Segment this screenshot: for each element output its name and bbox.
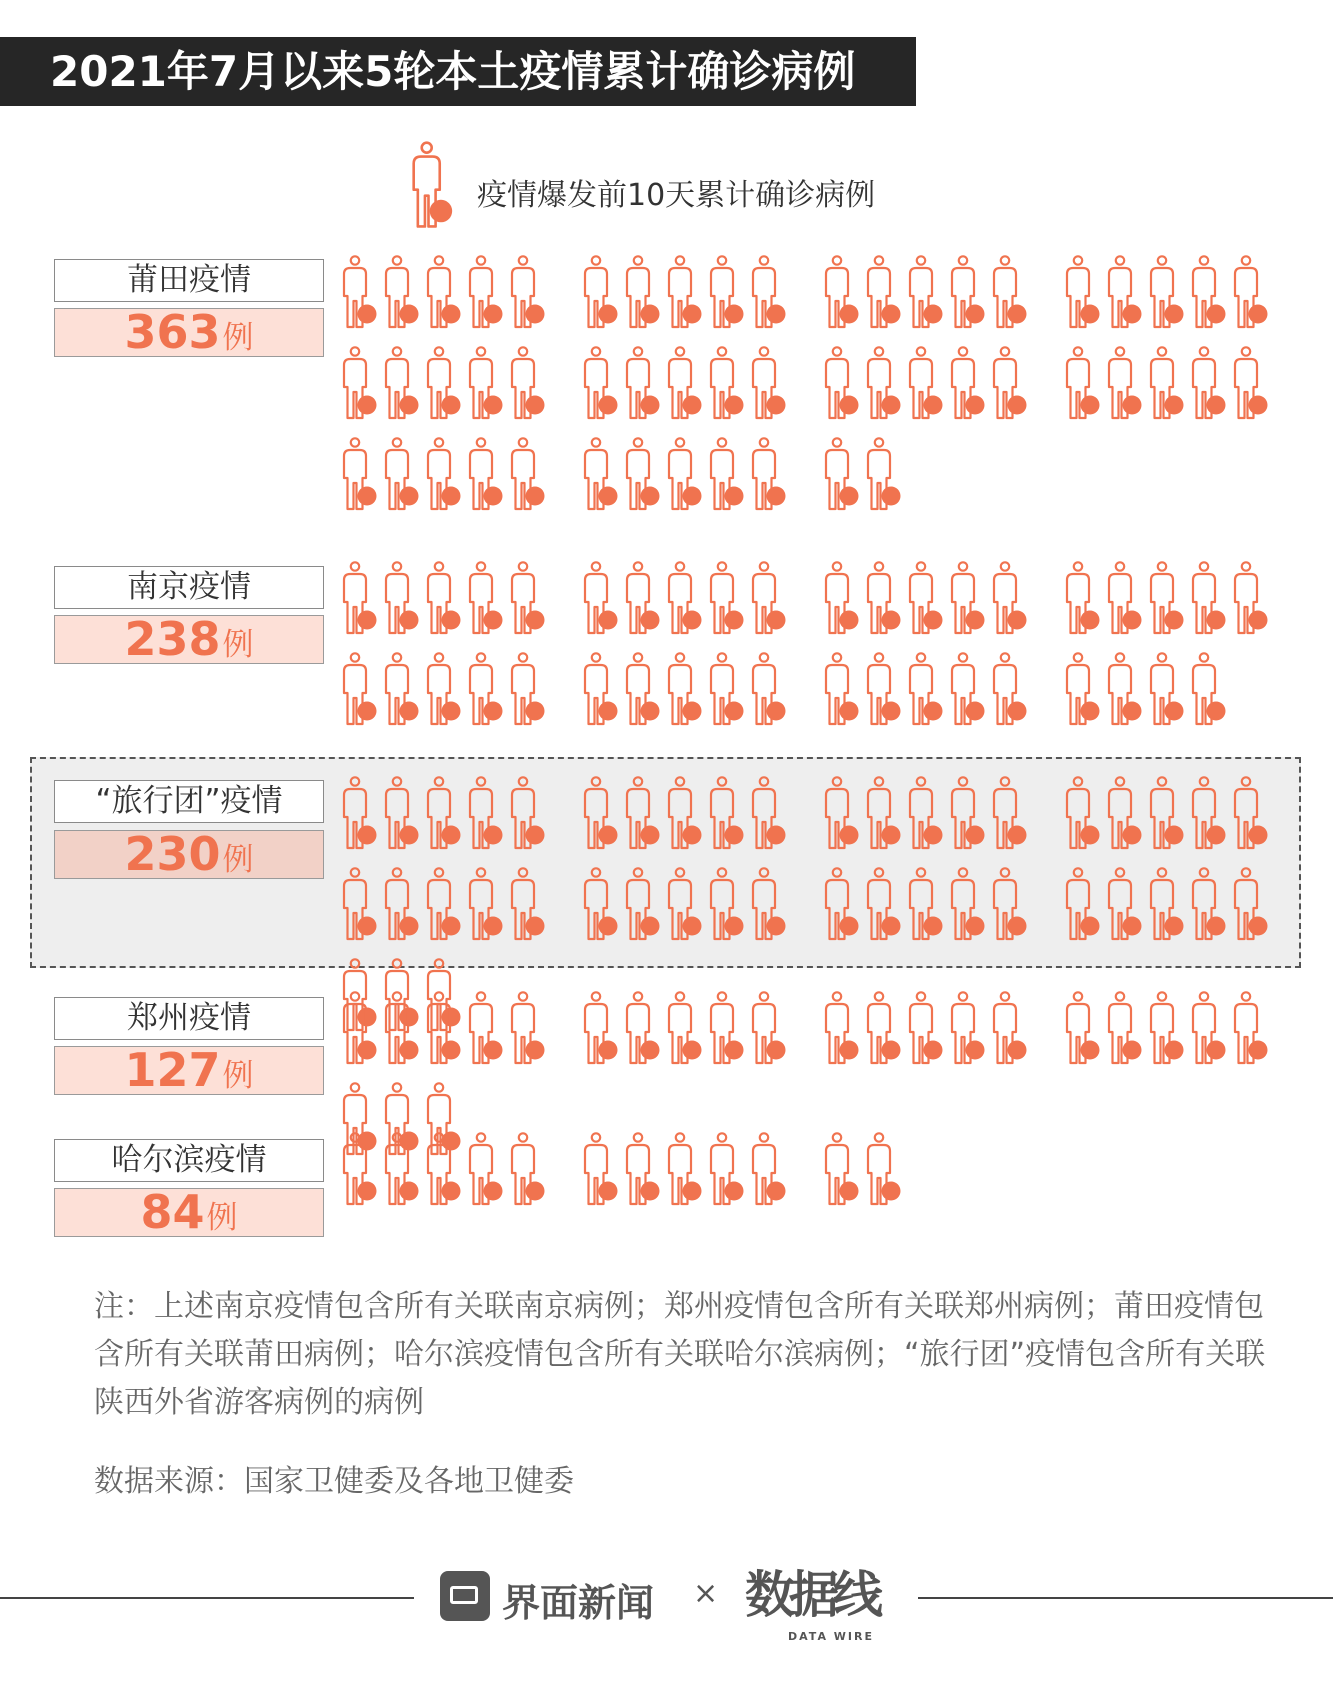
person-icon [344,653,377,724]
row-putian-label: 莆田疫情 [54,259,324,302]
person-icon [753,777,786,848]
person-icon [669,438,702,509]
person-icon [470,562,503,633]
footnote: 注：上述南京疫情包含所有关联南京病例；郑州疫情包含所有关联郑州病例；莆田疫情包含所有关联莆田病例；哈尔滨疫情包含所有关联哈尔滨病例；“旅行团”疫情包含所有关联陕西外省游客病例的病例 [94,1289,1266,1420]
person-icon [470,992,503,1063]
person-icon [585,777,618,848]
person-icon [627,992,660,1063]
person-icon [512,562,545,633]
row-tour-group-label: “旅行团”疫情 [54,780,324,823]
person-icon [669,653,702,724]
person-icon [428,959,461,1030]
person-icon [1193,868,1226,939]
row-harbin-label: 哈尔滨疫情 [54,1139,324,1182]
person-icon [1193,653,1226,724]
person-icon [910,347,943,418]
person-icon [627,562,660,633]
person-icon [428,347,461,418]
person-icon [669,777,702,848]
person-icon [428,653,461,724]
datawire-subtitle: DATA WIRE [788,1630,874,1643]
person-icon [1151,562,1184,633]
person-icon [585,562,618,633]
person-icon [512,868,545,939]
row-nanjing-label: 南京疫情 [54,566,324,609]
person-icon [512,347,545,418]
person-icon [994,868,1027,939]
person-icon [470,347,503,418]
person-icon [826,777,859,848]
person-icon [344,562,377,633]
person-icon [428,256,461,327]
person-icon [952,256,985,327]
person-icon [910,562,943,633]
person-icon [669,347,702,418]
person-icon [1109,562,1142,633]
person-icon [826,438,859,509]
person-icon [428,868,461,939]
person-icon [711,1133,744,1204]
footer-divider-left [0,1597,414,1599]
person-icon [994,562,1027,633]
chart-title: 2021年7月以来5轮本土疫情累计确诊病例 [50,47,856,96]
person-icon [753,1133,786,1204]
count-unit: 例 [222,842,254,878]
person-icon [386,562,419,633]
person-icon [711,868,744,939]
person-icon [1109,256,1142,327]
person-icon [627,777,660,848]
person-icon [753,653,786,724]
person-icon [470,868,503,939]
person-icon [1235,256,1268,327]
person-icon [1067,256,1100,327]
person-icon [868,562,901,633]
person-icon [1151,868,1184,939]
person-icon [386,438,419,509]
count-value: 230 [124,827,221,881]
person-icon [826,562,859,633]
person-icon [1067,562,1100,633]
person-icon [711,347,744,418]
person-icon [585,347,618,418]
person-icon [470,256,503,327]
row-zhengzhou-label: 郑州疫情 [54,997,324,1040]
person-icon [711,992,744,1063]
person-icon [428,777,461,848]
person-icon [627,868,660,939]
person-icon [1109,992,1142,1063]
person-icon [868,868,901,939]
person-icon [344,347,377,418]
person-icon [711,562,744,633]
person-icon [627,438,660,509]
person-icon [1109,653,1142,724]
person-icon [753,868,786,939]
person-icon [386,777,419,848]
person-icon [386,1083,419,1154]
person-icon [470,777,503,848]
count-value: 127 [124,1043,221,1097]
person-icon [669,256,702,327]
person-icon [1193,777,1226,848]
person-icon [512,992,545,1063]
person-icon [344,777,377,848]
person-icon [868,992,901,1063]
person-icon [826,992,859,1063]
legend-label: 疫情爆发前10天累计确诊病例 [477,178,876,213]
count-value: 84 [140,1185,205,1239]
person-icon [386,653,419,724]
person-icon [868,256,901,327]
person-icon [826,347,859,418]
person-icon [585,653,618,724]
person-icon [868,653,901,724]
person-icon [669,868,702,939]
person-icon [868,777,901,848]
person-icon [1151,256,1184,327]
person-icon [512,777,545,848]
person-icon [826,1133,859,1204]
person-icon [952,347,985,418]
person-icon [753,347,786,418]
person-icon [826,868,859,939]
person-icon [1067,653,1100,724]
person-icon [344,256,377,327]
person-icon [753,256,786,327]
person-icon [753,992,786,1063]
count-unit: 例 [206,1200,238,1236]
person-icon [386,347,419,418]
person-icon [428,562,461,633]
person-icon [1067,868,1100,939]
person-icon [753,562,786,633]
person-icon [1235,562,1268,633]
person-icon [1235,777,1268,848]
person-icon [386,959,419,1030]
jiemian-logo-icon [440,1571,490,1621]
person-icon [386,868,419,939]
person-icon [585,256,618,327]
person-icon [512,653,545,724]
person-icon [826,653,859,724]
person-icon [627,653,660,724]
person-icon [470,653,503,724]
person-icon [585,1133,618,1204]
person-icon [910,992,943,1063]
person-icon [428,992,461,1063]
person-icon [512,438,545,509]
person-icon [1067,992,1100,1063]
person-icon [910,868,943,939]
person-icon [669,1133,702,1204]
person-icon [627,256,660,327]
person-icon [1109,347,1142,418]
count-unit: 例 [222,1058,254,1094]
count-value: 238 [124,612,221,666]
person-icon [470,438,503,509]
count-unit: 例 [222,627,254,663]
person-icon [910,653,943,724]
person-icon [1151,777,1184,848]
person-icon [428,438,461,509]
person-icon [428,1083,461,1154]
person-icon [1193,992,1226,1063]
person-icon [1151,992,1184,1063]
person-icon [344,1083,377,1154]
person-icon [711,777,744,848]
data-source: 数据来源：国家卫健委及各地卫健委 [94,1464,574,1499]
person-icon [386,992,419,1063]
person-icon [1151,347,1184,418]
person-icon [753,438,786,509]
person-icon [711,256,744,327]
person-icon [952,868,985,939]
person-icon [669,562,702,633]
footer-divider-right [918,1597,1333,1599]
footer-times: × [693,1576,719,1611]
person-icon [711,653,744,724]
person-icon [952,562,985,633]
person-icon [910,256,943,327]
person-icon [711,438,744,509]
person-icon [1151,653,1184,724]
person-icon [868,1133,901,1204]
person-icon [585,992,618,1063]
person-icon [585,438,618,509]
person-icon [994,256,1027,327]
person-icon [826,256,859,327]
person-icon [669,992,702,1063]
person-icon [627,1133,660,1204]
person-icon [952,777,985,848]
person-icon [344,868,377,939]
person-icon [994,653,1027,724]
person-icon [1193,256,1226,327]
person-icon [1109,777,1142,848]
count-value: 363 [124,305,221,359]
person-icon [1067,777,1100,848]
person-icon [1235,992,1268,1063]
person-icon [1067,347,1100,418]
person-icon [868,438,901,509]
person-icon [868,347,901,418]
person-icon [512,1133,545,1204]
person-icon [952,653,985,724]
person-icon [1235,868,1268,939]
person-icon [512,256,545,327]
person-icon [1235,347,1268,418]
person-icon [994,777,1027,848]
person-icon [952,992,985,1063]
datawire-logo: 数据线 [745,1566,877,1624]
person-icon [910,777,943,848]
person-icon [1193,347,1226,418]
person-icon [1193,562,1226,633]
person-icon [344,992,377,1063]
person-icon [585,868,618,939]
person-icon [344,959,377,1030]
person-icon [994,347,1027,418]
footer-brand: 界面新闻 [502,1581,655,1625]
count-unit: 例 [222,320,254,356]
person-icon [1109,868,1142,939]
person-icon [994,992,1027,1063]
person-icon [470,1133,503,1204]
person-icon [344,438,377,509]
person-icon [386,256,419,327]
person-icon [627,347,660,418]
